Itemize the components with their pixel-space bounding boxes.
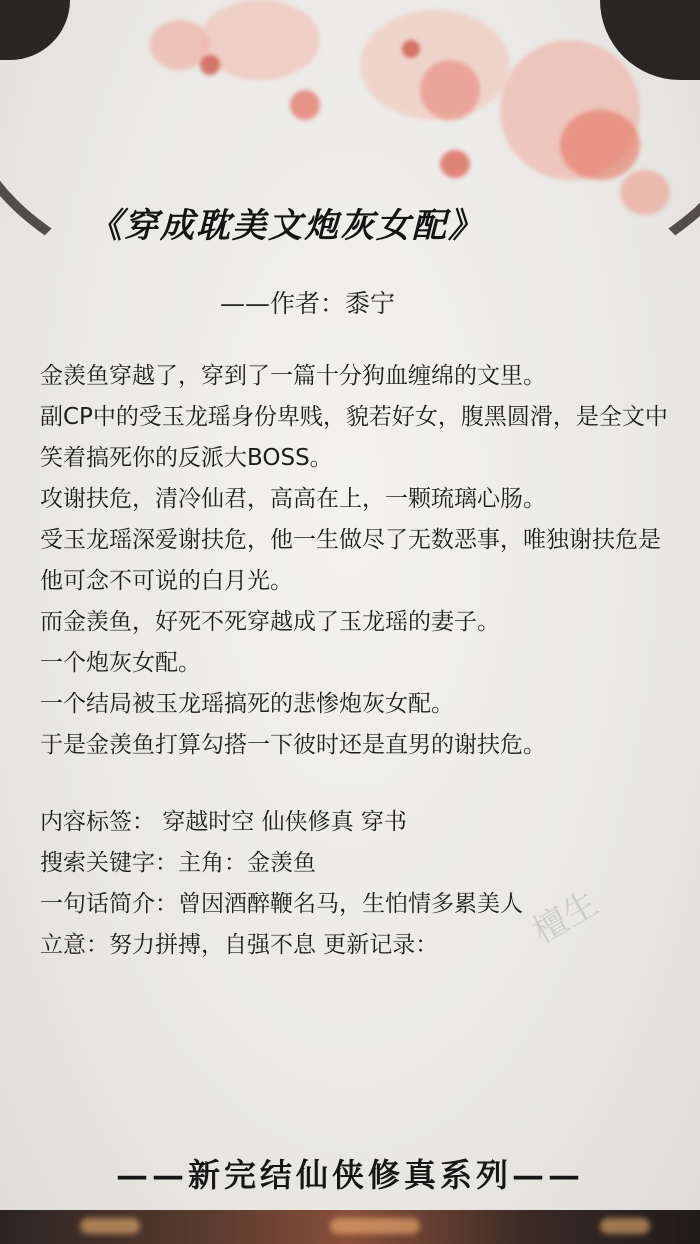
- author-line: ——作者：黍宁: [220, 289, 396, 318]
- synopsis-line: 受玉龙瑶深爱谢扶危，他一生做尽了无数恶事，唯独谢扶危是他可念不可说的白月光。: [40, 527, 661, 594]
- content-tags: 内容标签： 穿越时空 仙侠修真 穿书: [40, 809, 407, 835]
- series-footer: ——新完结仙侠修真系列——: [115, 1156, 584, 1194]
- search-keywords: 搜索关键字：主角：金羡鱼: [40, 850, 316, 876]
- synopsis-line: 一个炮灰女配。: [40, 650, 201, 676]
- one-line-summary: 一句话简介：曾因酒醉鞭名马，生怕情多累美人: [40, 891, 523, 917]
- watermark: 檀生: [526, 883, 606, 952]
- book-title: 《穿成耽美文炮灰女配》: [88, 206, 484, 246]
- theme-line: 立意：努力拼搏，自强不息 更新记录：: [40, 932, 439, 958]
- synopsis-line: 副CP中的受玉龙瑶身份卑贱，貌若好女，腹黑圆滑，是全文中笑着搞死你的反派大BOSS。: [40, 404, 668, 471]
- decorative-bottom-strip: [0, 1210, 700, 1244]
- synopsis-block: [40, 356, 680, 966]
- synopsis-line: 金羡鱼穿越了，穿到了一篇十分狗血缠绵的文里。: [40, 363, 546, 389]
- synopsis-line: 一个结局被玉龙瑶搞死的悲惨炮灰女配。: [40, 691, 454, 717]
- synopsis-line: 而金羡鱼，好死不死穿越成了玉龙瑶的妻子。: [40, 609, 500, 635]
- synopsis-line: 攻谢扶危，清冷仙君，高高在上，一颗琉璃心肠。: [40, 486, 546, 512]
- synopsis-line: 于是金羡鱼打算勾搭一下彼时还是直男的谢扶危。: [40, 732, 546, 758]
